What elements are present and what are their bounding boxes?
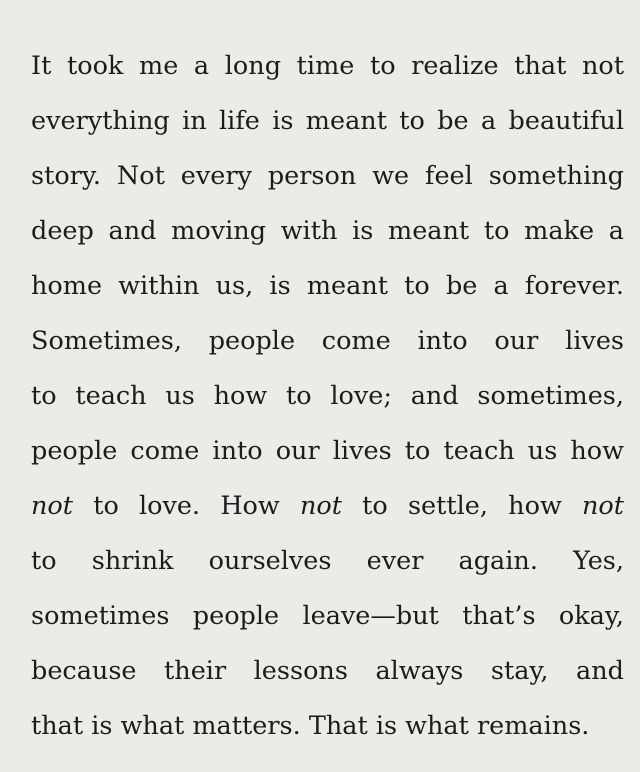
passage-line: It took me a long time to realize that not <box>31 51 624 81</box>
passage-line: because their lessons always stay, and <box>31 656 624 686</box>
passage-line: to teach us how to love; and sometimes, <box>31 381 624 411</box>
passage-line: story. Not every person we feel something <box>31 161 624 191</box>
passage-line: to shrink ourselves ever again. Yes, <box>31 546 624 576</box>
emphasized-word: not <box>299 491 342 521</box>
passage-line: Sometimes, people come into our lives <box>31 326 624 356</box>
passage-line: home within us, is meant to be a forever. <box>31 271 624 301</box>
emphasized-word: not <box>31 491 74 521</box>
passage-line: everything in life is meant to be a beautiful <box>31 106 624 136</box>
passage-segment: to love. How <box>73 491 300 521</box>
passage-segment: to settle, how <box>341 491 582 521</box>
passage-line: that is what matters. That is what remains. <box>31 711 590 741</box>
passage-line: deep and moving with is meant to make a <box>31 216 624 246</box>
passage-line: sometimes people leave—but that’s okay, <box>31 601 624 631</box>
emphasized-word: not <box>581 491 624 521</box>
passage-text <box>31 39 624 754</box>
passage-line: people come into our lives to teach us how <box>31 436 624 466</box>
passage-line-with-emphasis <box>31 479 624 534</box>
